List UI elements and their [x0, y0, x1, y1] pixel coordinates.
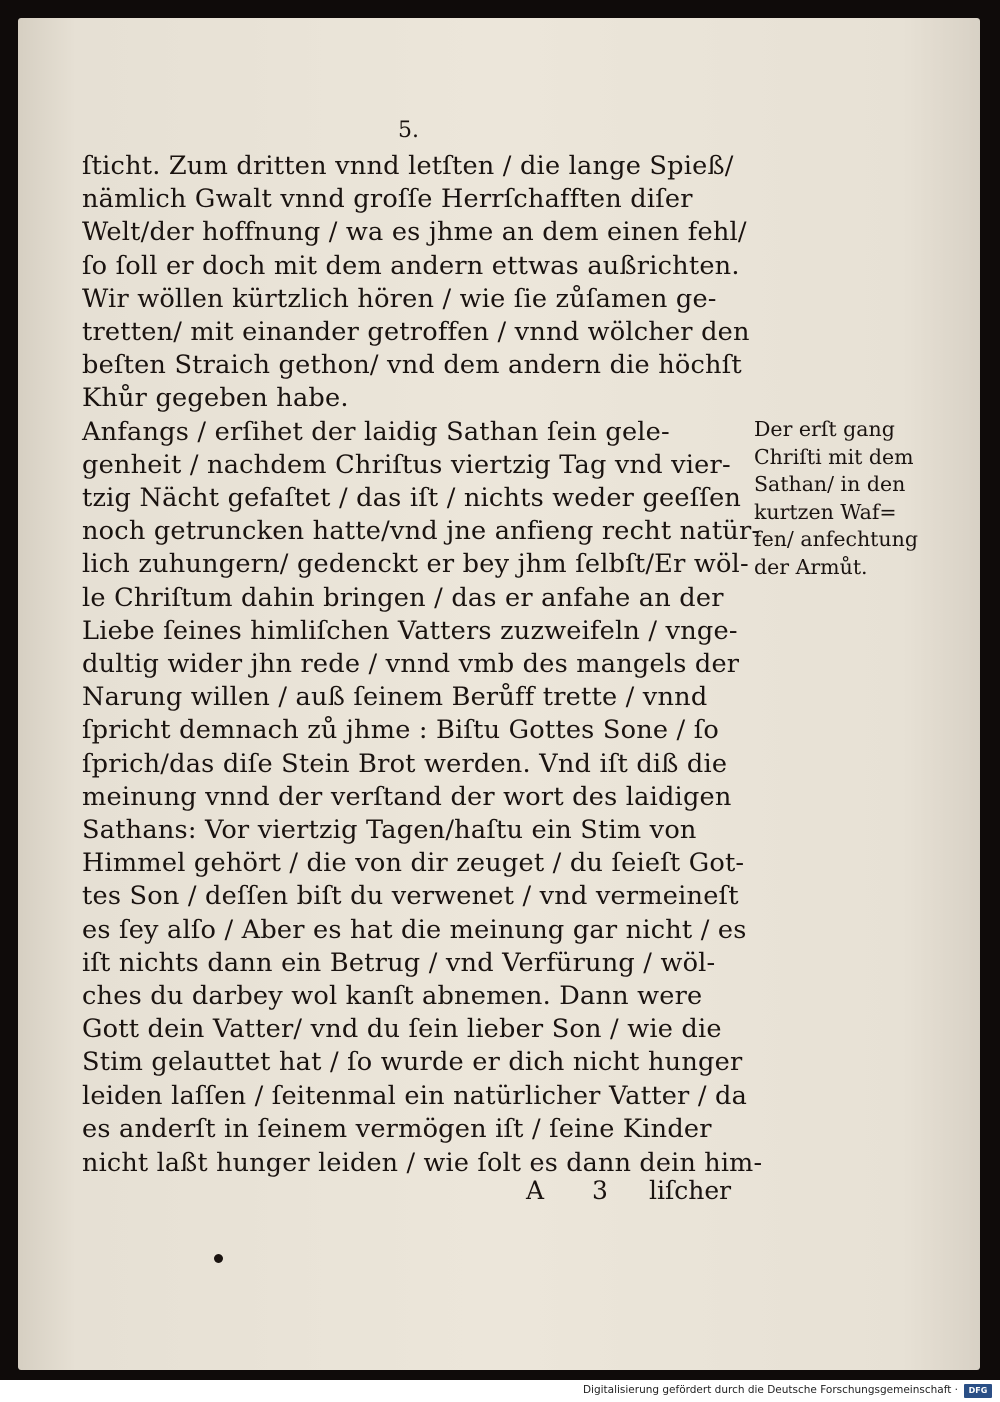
margin-note-line: Chriſti mit dem: [754, 444, 914, 469]
text-line: tzig Nächt gefaſtet / das iſt / nichts weder geeſſen: [82, 483, 742, 514]
book-page: [18, 18, 980, 1370]
main-text-block: [82, 150, 762, 1179]
text-line: es ſey alſo / Aber es hat die meinung gar nicht / es: [82, 914, 747, 945]
text-line: ſprich/das diſe Stein Brot werden. Vnd iſt diß die: [82, 748, 728, 779]
text-line: ſpricht demnach zů jhme : Biſtu Gottes Sone / ſo: [82, 715, 719, 746]
margin-note-line: fen/ anfechtung: [754, 527, 918, 551]
margin-note-line: Der erſt gang: [754, 417, 895, 441]
text-line: leiden laſſen / ſeitenmal ein natürlicher Vatter / da: [82, 1080, 748, 1111]
text-line: Himmel gehört / die von dir zeuget / du ſeieſt Got-: [82, 848, 745, 879]
text-line: le Chriſtum dahin bringen / das er anfahe an der: [82, 582, 724, 613]
margin-note-line: Sathan/ in den: [754, 472, 906, 496]
dfg-logo: DFG: [964, 1384, 992, 1398]
page-footer-signature: [526, 1176, 766, 1210]
text-line: nämlich Gwalt vnnd groſſe Herrſchafften diſer: [82, 184, 693, 215]
text-line: Stim gelauttet hat / ſo wurde er dich nicht hunger: [82, 1047, 743, 1078]
ink-spot: [214, 1254, 223, 1263]
text-line: Liebe ſeines himliſchen Vatters zuzweifeln / vnge-: [82, 615, 738, 646]
text-line: Khůr gegeben habe.: [82, 383, 349, 414]
text-line: beſten Straich gethon/ vnd dem andern die höchſt: [82, 350, 742, 381]
text-line: iſt nichts dann ein Betrug / vnd Verfürung / wöl-: [82, 947, 716, 978]
funding-credit: Digitalisierung gefördert durch die Deutsche Forschungsgemeinschaft ·: [582, 1384, 958, 1396]
margin-note-line: der Armůt.: [754, 554, 868, 579]
text-line: tretten/ mit einander getroffen / vnnd wölcher den: [82, 317, 750, 348]
text-line: lich zuhungern/ gedenckt er bey jhm ſelbſt/Er wöl-: [82, 549, 749, 580]
text-line: Wir wöllen kürtzlich hören / wie ſie zůſamen ge-: [82, 283, 717, 314]
text-line: tes Son / deſſen biſt du verwenet / vnd vermeineſt: [82, 881, 739, 912]
text-line: Welt/der hoffnung / wa es jhme an dem einen fehl/: [82, 217, 747, 248]
text-line: Anfangs / erſihet der laidig Sathan ſein gele-: [82, 416, 670, 447]
text-line: meinung vnnd der verſtand der wort des laidigen: [82, 781, 732, 812]
signature-mark: A: [526, 1176, 545, 1205]
margin-note: [754, 416, 954, 581]
text-line: ſo ſoll er doch mit dem andern ettwas außrichten.: [82, 250, 740, 281]
text-line: Gott dein Vatter/ vnd du ſein lieber Son / wie die: [82, 1014, 722, 1045]
text-line: ches du darbey wol kanſt abnemen. Dann were: [82, 981, 703, 1012]
text-line: noch getruncken hatte/vnd jne anfieng recht natür-: [82, 516, 761, 547]
digitization-footer: [0, 1380, 1000, 1402]
page-number: 5.: [398, 118, 419, 143]
text-line: es anderſt in ſeinem vermögen iſt / ſeine Kinder: [82, 1113, 712, 1144]
text-line: nicht laßt hunger leiden / wie ſolt es dann dein him-: [82, 1147, 763, 1178]
catchword: liſcher: [649, 1176, 732, 1205]
text-line: genheit / nachdem Chriſtus viertzig Tag vnd vier-: [82, 449, 731, 480]
margin-note-line: kurtzen Waf=: [754, 499, 897, 524]
text-line: dultig wider jhn rede / vnnd vmb des mangels der: [82, 649, 740, 680]
text-line: Sathans: Vor viertzig Tagen/haſtu ein Stim von: [82, 815, 697, 846]
text-line: Narung willen / auß ſeinem Berůff trette / vnnd: [82, 682, 708, 713]
signature-number: 3: [592, 1176, 608, 1205]
text-line: ſticht. Zum dritten vnnd letſten / die lange Spieß/: [82, 151, 734, 181]
